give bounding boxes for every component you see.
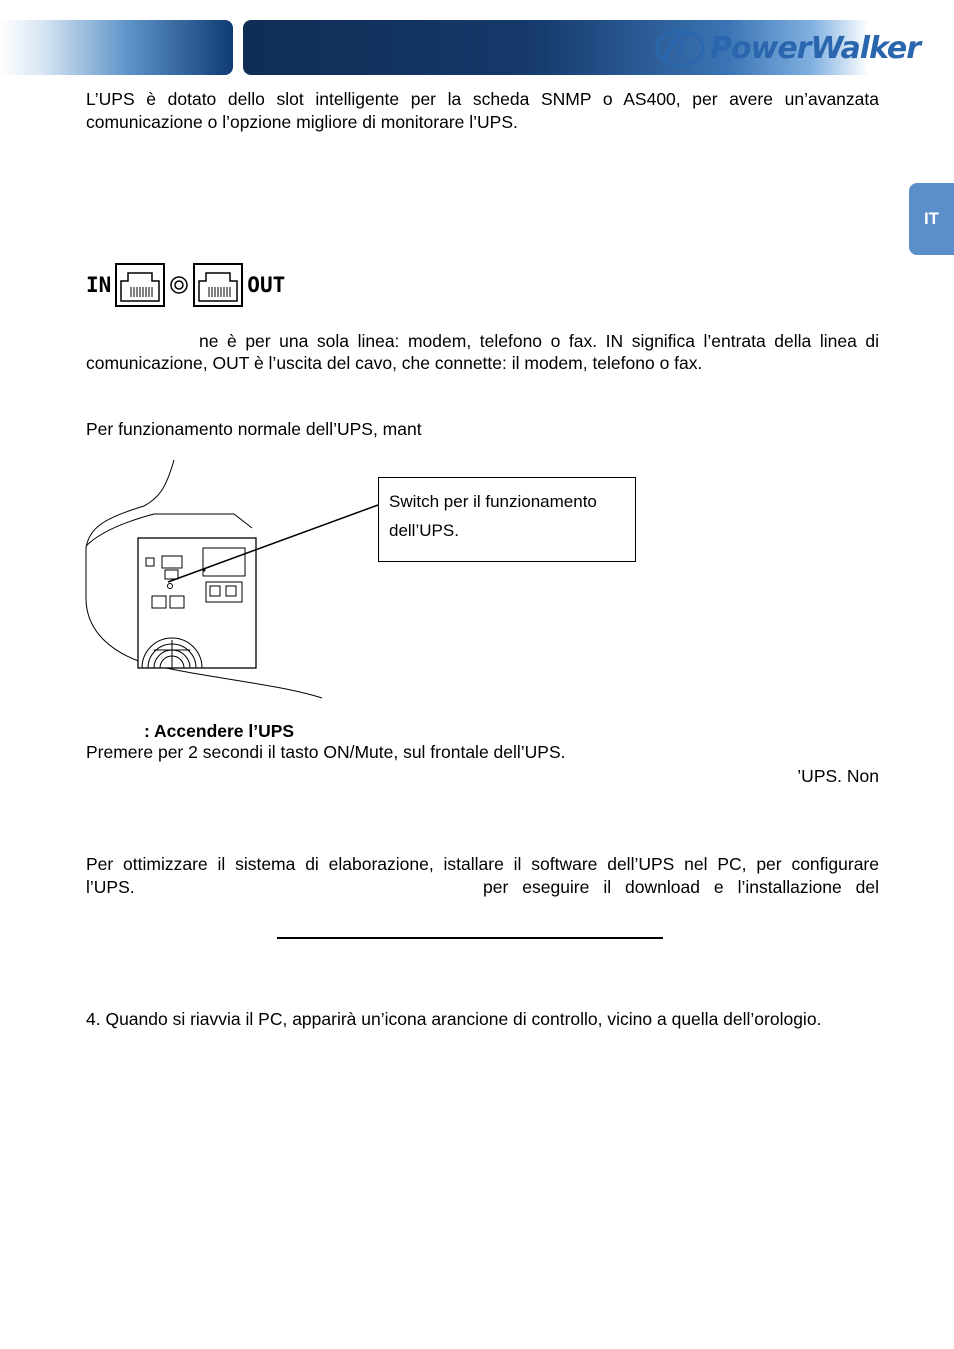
callout-line-2: dell’UPS. [389, 521, 459, 540]
powerwalker-swirl-icon [654, 25, 706, 71]
ups-rear-panel-illustration [84, 458, 384, 700]
step-heading: : Accendere l’UPS [144, 721, 295, 741]
software-text-2a: l’UPS. [86, 877, 135, 897]
phone-line-text-1: ne è per una sola linea: modem, telefono o fax. IN significa l’entrata della linea di [199, 331, 879, 351]
brand-name: PowerWalker [710, 30, 921, 66]
brand-logo [654, 24, 920, 72]
download-link-underline[interactable] [277, 937, 663, 939]
software-text-2b: per eseguire il download e l’installazione del [483, 877, 879, 897]
rj45-out-port-icon [193, 263, 243, 307]
step-text: Premere per 2 secondi il tasto ON/Mute, sul frontale dell’UPS. [86, 742, 566, 762]
rj45-in-port-icon [115, 263, 165, 307]
switch-callout [378, 477, 636, 562]
software-text-1: Per ottimizzare il sistema di elaborazione, istallare il software dell’UPS nel PC, per configurare [86, 854, 879, 874]
in-port-label: IN [86, 273, 112, 297]
step-4-text: 4. Quando si riavvia il PC, apparirà un’icona arancione di controllo, vicino a quella dell’orologio. [86, 1009, 822, 1029]
language-tab[interactable]: IT [909, 183, 954, 255]
phone-line-text-2: comunicazione, OUT è l’uscita del cavo, che connette: il modem, telefono o fax. [86, 353, 703, 373]
snmp-paragraph: L’UPS è dotato dello slot intelligente per la scheda SNMP o AS400, per avere un’avanzata comunicazione o l’opzione migliore di monitorare l’UPS. [86, 89, 879, 132]
normal-function-text: Per funzionamento normale dell’UPS, mant [86, 419, 422, 439]
circle-separator-icon [169, 275, 189, 295]
out-port-label: OUT [247, 273, 286, 297]
header-band-left [0, 20, 233, 75]
callout-line-1: Switch per il funzionamento [389, 492, 597, 511]
rj45-ports [86, 263, 285, 307]
step-fragment: ’UPS. Non [797, 766, 879, 786]
